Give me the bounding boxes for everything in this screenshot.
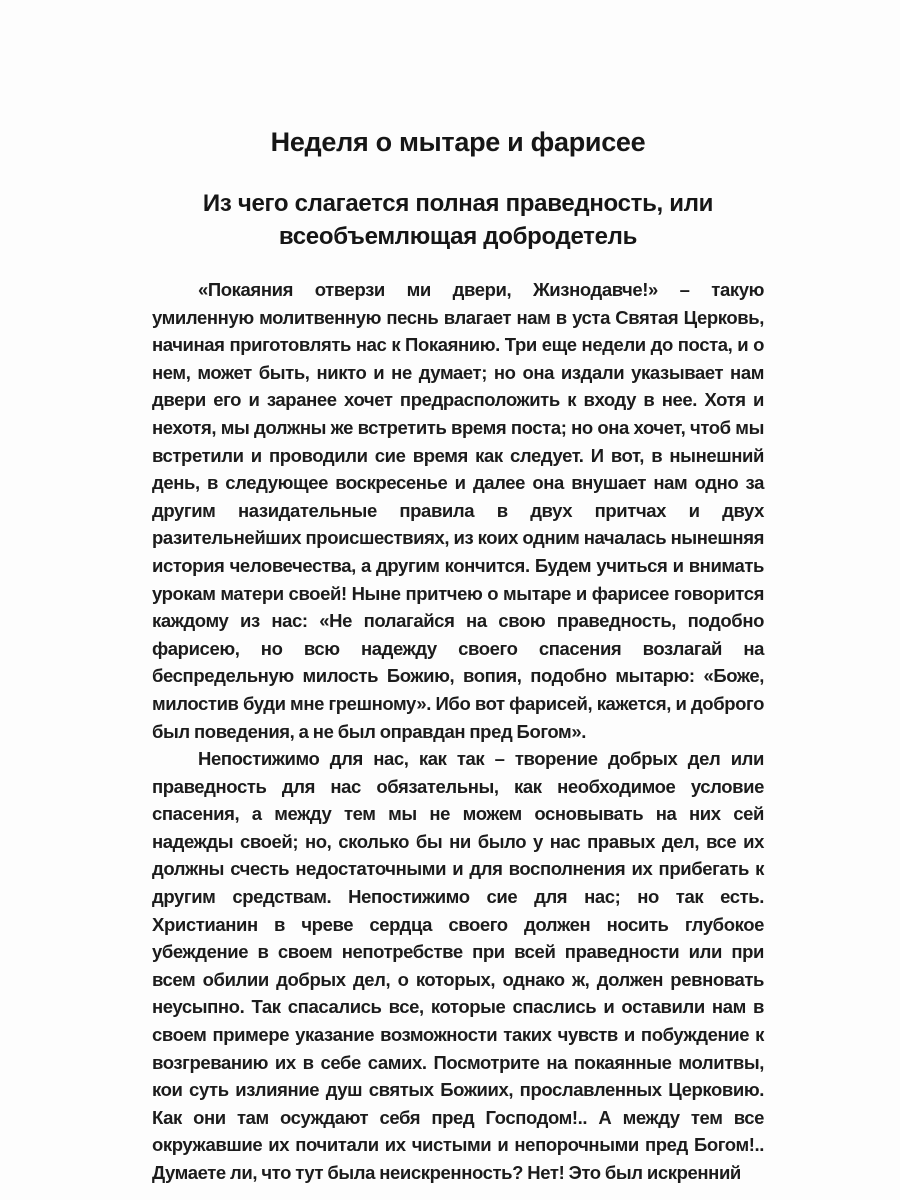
section-subtitle xyxy=(152,187,764,253)
paragraph-1: «Покаяния отверзи ми двери, Жизнодавче!» – такую умиленную молитвенную песнь влагает нам в уста Святая Церковь, начиная приготовлять нас к Покаянию. Три еще недели до поста, и о нем, может быть, никто и не думает; но она издали указывает нам двери его и заранее хочет предрасположить к входу в нее. Хотя и нехотя, мы должны же встретить время поста; но она хочет, чтоб мы встретили и проводили сие время как следует. И вот, в нынешний день, в следующее воскресенье и далее она внушает нам одно за другим назидательные правила в двух притчах и двух разительнейших происшествиях, из коих одним началась нынешняя история человечества, а другим кончится. Будем учиться и внимать урокам матери своей! Ныне притчею о мытаре и фарисее говорится каждому из нас: «Не полагайся на свою праведность, подобно фарисею, но всю надежду своего спасения возлагай на беспредельную милость Божию, вопия, подобно мытарю: «Боже, милостив буди мне грешному». Ибо вот фарисей, кажется, и доброго был поведения, а не был оправдан пред Богом». xyxy=(152,279,764,742)
text-column xyxy=(152,126,764,1187)
subtitle-line-2: всеобъемлющая добродетель xyxy=(278,223,638,250)
paragraph-2: Непостижимо для нас, как так – творение добрых дел или праведность для нас обязательны, как необходимое условие спасения, а между тем мы не можем основывать на них сей надежды своей; но, сколько бы ни было у нас правых дел, все их должны счесть недостаточными и для восполнения их прибегать к другим средствам. Непостижимо сие для нас; но так есть. Христианин в чреве сердца своего должен носить глубокое убеждение в своем непотребстве при всей праведности или при всем обилии добрых дел, о которых, однако ж, должен ревновать неусыпно. Так спасались все, которые спаслись и оставили нам в своем примере указание возможности таких чувств и побуждение к возгреванию их в себе самих. Посмотрите на покаянные молитвы, кои суть излияние душ святых Божиих, прославленных Церковию. Как они там осуждают себя пред Господом!.. А между тем все окружавшие их почитали их чистыми и непорочными пред Богом!.. Думаете ли, что тут была неискренность? Нет! Это был искренний xyxy=(152,748,764,1183)
body-text xyxy=(152,276,764,1187)
subtitle-line-1: Из чего слагается полная праведность, или xyxy=(202,190,714,217)
page-title: Неделя о мытаре и фарисее xyxy=(270,127,646,157)
